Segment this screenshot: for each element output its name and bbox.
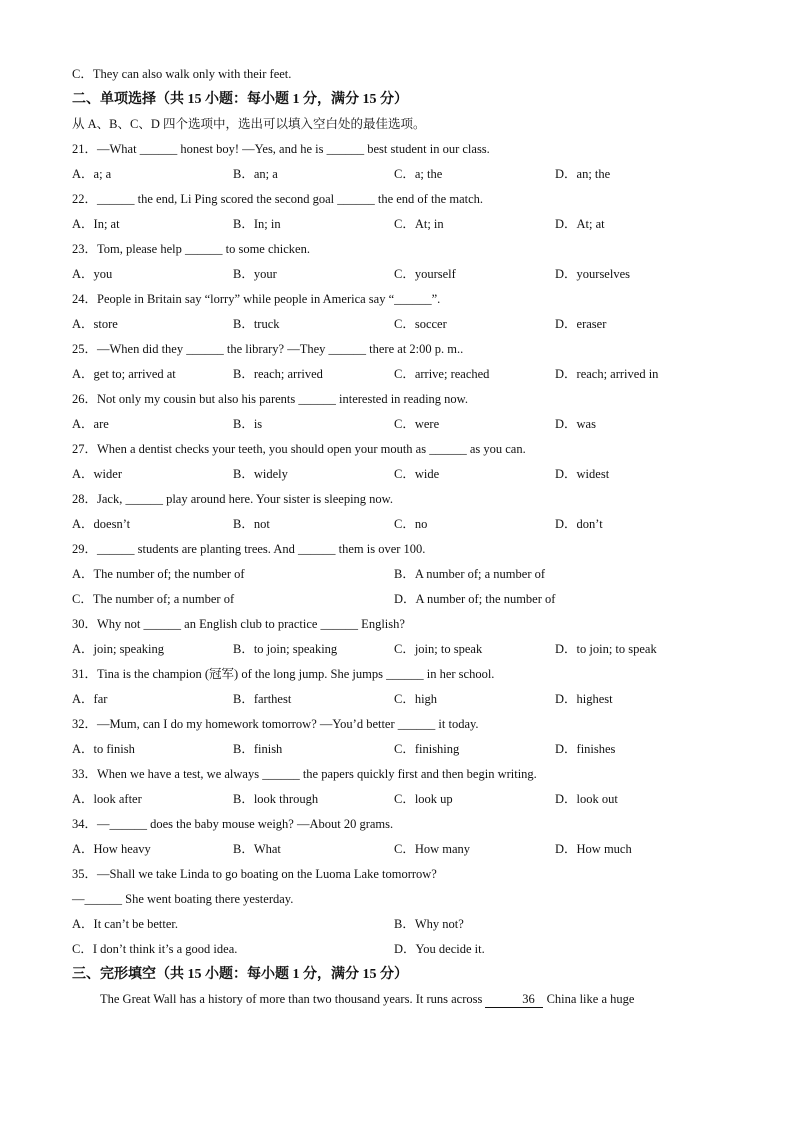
question-stem: 31．Tina is the champion (冠军) of the long jump. She jumps ______ in her school. bbox=[72, 667, 495, 681]
answer-option: D．At; at bbox=[555, 217, 605, 231]
answer-option: A．far bbox=[72, 692, 108, 706]
answer-option: B．What bbox=[233, 842, 281, 856]
answer-option: D．finishes bbox=[555, 742, 616, 756]
option-row bbox=[72, 462, 732, 487]
option-row bbox=[72, 737, 732, 762]
answer-option: D．yourselves bbox=[555, 267, 630, 281]
answer-option: D．don’t bbox=[555, 517, 603, 531]
option-row bbox=[72, 362, 732, 387]
question-stem: 30．Why not ______ an English club to practice ______ English? bbox=[72, 617, 405, 631]
option-row bbox=[72, 512, 732, 537]
option-row bbox=[72, 412, 732, 437]
answer-option: B．look through bbox=[233, 792, 319, 806]
question-block bbox=[72, 712, 732, 762]
section3-heading: 三、完形填空（共 15 小题：每小题 1 分，满分 15 分） bbox=[72, 967, 408, 982]
question-block bbox=[72, 662, 732, 712]
question-stem-continued: —______ She went boating there yesterday. bbox=[72, 892, 294, 906]
answer-option: C．soccer bbox=[394, 317, 447, 331]
answer-option: A．doesn’t bbox=[72, 517, 131, 531]
answer-option: C．How many bbox=[394, 842, 471, 856]
answer-option: A．The number of; the number of bbox=[72, 567, 245, 581]
question-block bbox=[72, 487, 732, 537]
question-block bbox=[72, 612, 732, 662]
question-stem: 24．People in Britain say “lorry” while people in America say “______”. bbox=[72, 292, 441, 306]
answer-option: B．truck bbox=[233, 317, 280, 331]
answer-option: C．yourself bbox=[394, 267, 456, 281]
prev-option-c: C．They can also walk only with their feet. bbox=[72, 67, 292, 81]
option-row bbox=[72, 162, 732, 187]
answer-option: A．How heavy bbox=[72, 842, 151, 856]
option-row bbox=[72, 787, 732, 812]
option-row bbox=[72, 562, 732, 587]
answer-option: C．high bbox=[394, 692, 438, 706]
answer-option: A．It can’t be better. bbox=[72, 917, 178, 931]
answer-option: B．Why not? bbox=[394, 917, 464, 931]
question-block bbox=[72, 387, 732, 437]
answer-option: B．to join; speaking bbox=[233, 642, 338, 656]
question-stem: 26．Not only my cousin but also his parents ______ interested in reading now. bbox=[72, 392, 469, 406]
answer-option: C．finishing bbox=[394, 742, 460, 756]
answer-option: B．reach; arrived bbox=[233, 367, 323, 381]
question-stem: 33．When we have a test, we always ______ the papers quickly first and then begin writing. bbox=[72, 767, 537, 781]
answer-option: A．In; at bbox=[72, 217, 120, 231]
answer-option: C．I don’t think it’s a good idea. bbox=[72, 942, 238, 956]
cloze-paragraph bbox=[72, 987, 732, 1012]
answer-option: B．farthest bbox=[233, 692, 292, 706]
option-row bbox=[72, 262, 732, 287]
answer-option: D．How much bbox=[555, 842, 632, 856]
question-block bbox=[72, 187, 732, 237]
cloze-text-end: China like a huge bbox=[543, 992, 635, 1006]
answer-option: C．The number of; a number of bbox=[72, 592, 235, 606]
cloze-blank-36: 36 bbox=[485, 992, 543, 1008]
option-row bbox=[72, 937, 732, 962]
question-stem: 32．—Mum, can I do my homework tomorrow? —You’d better ______ it today. bbox=[72, 717, 479, 731]
answer-option: D．highest bbox=[555, 692, 613, 706]
question-stem: 35．—Shall we take Linda to go boating on the Luoma Lake tomorrow? bbox=[72, 867, 437, 881]
answer-option: C．were bbox=[394, 417, 440, 431]
question-stem: 25．—When did they ______ the library? —They ______ there at 2:00 p. m.. bbox=[72, 342, 464, 356]
answer-option: D．eraser bbox=[555, 317, 607, 331]
question-stem: 29．______ students are planting trees. And ______ them is over 100. bbox=[72, 542, 426, 556]
question-block bbox=[72, 862, 732, 962]
answer-option: C．no bbox=[394, 517, 428, 531]
answer-option: B．an; a bbox=[233, 167, 278, 181]
answer-option: D．You decide it. bbox=[394, 942, 485, 956]
answer-option: B．your bbox=[233, 267, 277, 281]
answer-option: C．look up bbox=[394, 792, 453, 806]
question-block bbox=[72, 337, 732, 387]
answer-option: B．widely bbox=[233, 467, 288, 481]
question-block bbox=[72, 137, 732, 187]
option-row bbox=[72, 687, 732, 712]
answer-option: A．are bbox=[72, 417, 109, 431]
answer-option: B．A number of; a number of bbox=[394, 567, 546, 581]
answer-option: C．arrive; reached bbox=[394, 367, 490, 381]
question-block bbox=[72, 437, 732, 487]
option-row bbox=[72, 312, 732, 337]
answer-option: B．not bbox=[233, 517, 270, 531]
question-block bbox=[72, 762, 732, 812]
question-stem: 21．—What ______ honest boy! —Yes, and he is ______ best student in our class. bbox=[72, 142, 490, 156]
question-block bbox=[72, 537, 732, 612]
question-stem: 23．Tom, please help ______ to some chicken. bbox=[72, 242, 310, 256]
question-stem: 28．Jack, ______ play around here. Your sister is sleeping now. bbox=[72, 492, 394, 506]
answer-option: D．was bbox=[555, 417, 596, 431]
section2-heading: 二、单项选择（共 15 小题：每小题 1 分，满分 15 分） bbox=[72, 92, 408, 107]
answer-option: B．is bbox=[233, 417, 263, 431]
answer-option: C．join; to speak bbox=[394, 642, 483, 656]
option-row bbox=[72, 637, 732, 662]
exam-content bbox=[72, 62, 732, 1012]
answer-option: A．look after bbox=[72, 792, 142, 806]
answer-option: D．reach; arrived in bbox=[555, 367, 659, 381]
question-stem: 34．—______ does the baby mouse weigh? —About 20 grams. bbox=[72, 817, 394, 831]
answer-option: A．join; speaking bbox=[72, 642, 165, 656]
option-row bbox=[72, 837, 732, 862]
answer-option: A．wider bbox=[72, 467, 122, 481]
answer-option: A．a; a bbox=[72, 167, 112, 181]
answer-option: C．a; the bbox=[394, 167, 443, 181]
question-block bbox=[72, 287, 732, 337]
answer-option: A．to finish bbox=[72, 742, 135, 756]
answer-option: C．wide bbox=[394, 467, 440, 481]
answer-option: C．At; in bbox=[394, 217, 444, 231]
answer-option: A．get to; arrived at bbox=[72, 367, 176, 381]
answer-option: A．you bbox=[72, 267, 113, 281]
question-stem: 27．When a dentist checks your teeth, you should open your mouth as ______ as you can. bbox=[72, 442, 526, 456]
option-row bbox=[72, 212, 732, 237]
question-list bbox=[72, 137, 732, 962]
answer-option: D．A number of; the number of bbox=[394, 592, 556, 606]
option-row bbox=[72, 912, 732, 937]
question-block bbox=[72, 812, 732, 862]
answer-option: B．finish bbox=[233, 742, 283, 756]
answer-option: D．an; the bbox=[555, 167, 611, 181]
option-row bbox=[72, 587, 732, 612]
question-stem: 22．______ the end, Li Ping scored the second goal ______ the end of the match. bbox=[72, 192, 484, 206]
cloze-text-start: The Great Wall has a history of more than two thousand years. It runs across bbox=[100, 992, 486, 1006]
answer-option: A．store bbox=[72, 317, 118, 331]
question-block bbox=[72, 237, 732, 287]
answer-option: D．to join; to speak bbox=[555, 642, 657, 656]
section2-instruction: 从 A、B、C、D 四个选项中，选出可以填入空白处的最佳选项。 bbox=[72, 117, 426, 131]
answer-option: D．widest bbox=[555, 467, 610, 481]
answer-option: D．look out bbox=[555, 792, 618, 806]
answer-option: B．In; in bbox=[233, 217, 281, 231]
